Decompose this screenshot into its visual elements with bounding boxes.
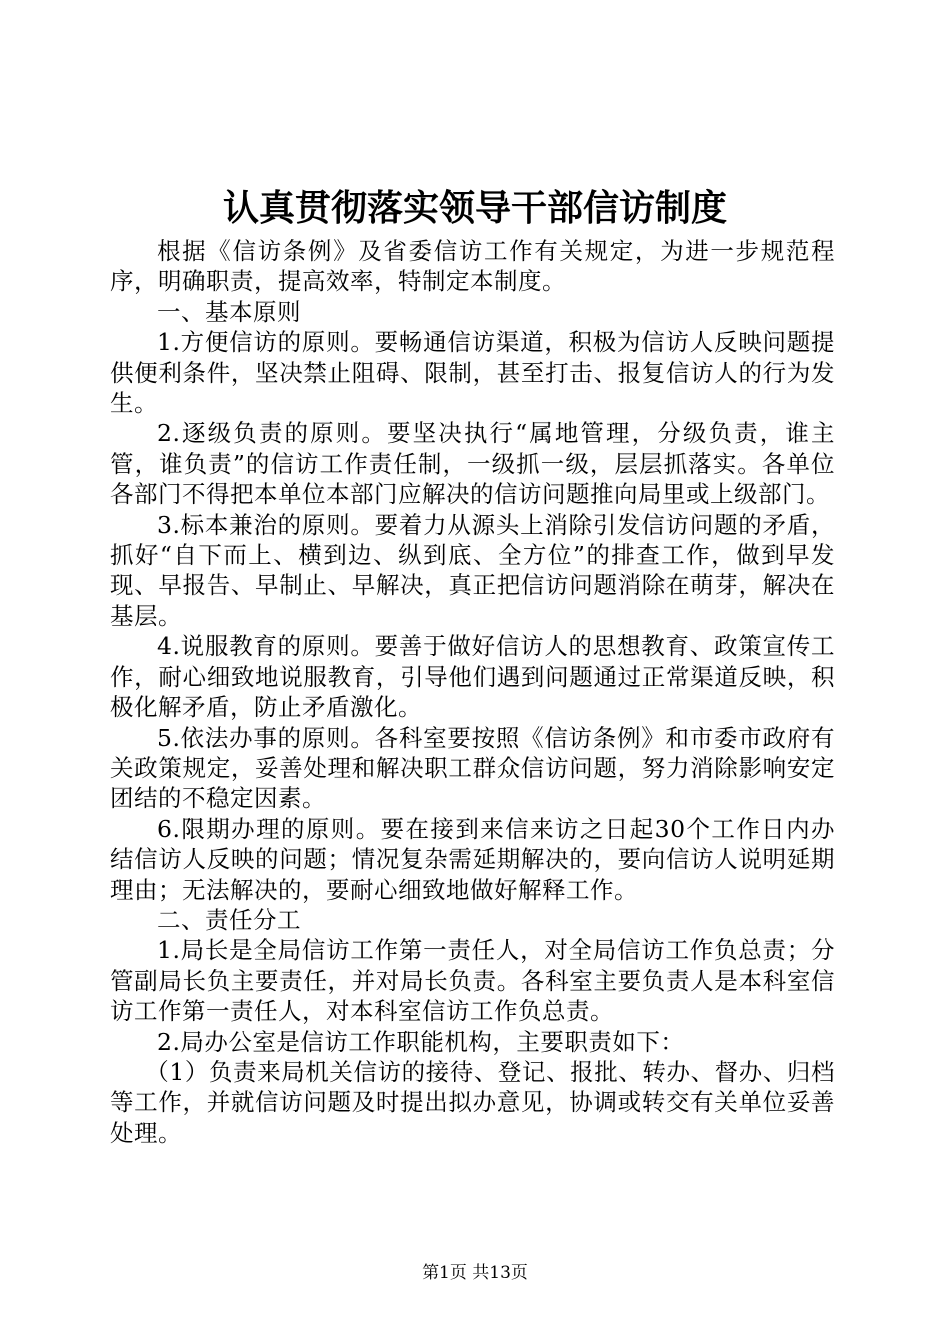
- responsibility-1-paragraph: 1.局长是全局信访工作第一责任人，对全局信访工作负总责；分管副局长负主要责任，并对局长负责。各科室主要负责人是本科室信访工作第一责任人，对本科室信访工作负总责。: [110, 936, 835, 1026]
- document-body: [110, 236, 835, 1148]
- principle-3-paragraph: 3.标本兼治的原则。要着力从源头上消除引发信访问题的矛盾，抓好“自下而上、横到边、纵到底、全方位”的排查工作，做到早发现、早报告、早制止、早解决，真正把信访问题消除在萌芽，解决在基层。: [110, 510, 835, 630]
- principle-1-paragraph: 1.方便信访的原则。要畅通信访渠道，积极为信访人反映问题提供便利条件，坚决禁止阻碍、限制，甚至打击、报复信访人的行为发生。: [110, 328, 835, 418]
- section-heading-basic-principles: 一、基本原则: [157, 297, 301, 326]
- principle-2-paragraph: 2.逐级负责的原则。要坚决执行“属地管理，分级负责，谁主管，谁负责”的信访工作责任制，一级抓一级，层层抓落实。各单位各部门不得把本单位本部门应解决的信访问题推向局里或上级部门。: [110, 419, 835, 509]
- intro-paragraph: 根据《信访条例》及省委信访工作有关规定，为进一步规范程序，明确职责，提高效率，特制定本制度。: [110, 237, 835, 296]
- principle-5-paragraph: 5.依法办事的原则。各科室要按照《信访条例》和市委市政府有关政策规定，妥善处理和解决职工群众信访问题，努力消除影响安定团结的不稳定因素。: [110, 723, 835, 813]
- document-title: 认真贯彻落实领导干部信访制度: [222, 187, 727, 229]
- responsibility-2-paragraph: 2.局办公室是信访工作职能机构，主要职责如下：: [157, 1027, 685, 1056]
- section-heading-responsibilities: 二、责任分工: [157, 905, 301, 934]
- duty-1-paragraph: （1）负责来局机关信访的接待、登记、报批、转办、督办、归档等工作，并就信访问题及时提出拟办意见，协调或转交有关单位妥善处理。: [110, 1057, 835, 1147]
- principle-6-paragraph: 6.限期办理的原则。要在接到来信来访之日起30个工作日内办结信访人反映的问题；情况复杂需延期解决的，要向信访人说明延期理由；无法解决的，要耐心细致地做好解释工作。: [110, 814, 835, 904]
- principle-4-paragraph: 4.说服教育的原则。要善于做好信访人的思想教育、政策宣传工作，耐心细致地说服教育，引导他们遇到问题通过正常渠道反映，积极化解矛盾，防止矛盾激化。: [110, 632, 835, 722]
- page-number-footer: 第1页 共13页: [422, 1263, 528, 1283]
